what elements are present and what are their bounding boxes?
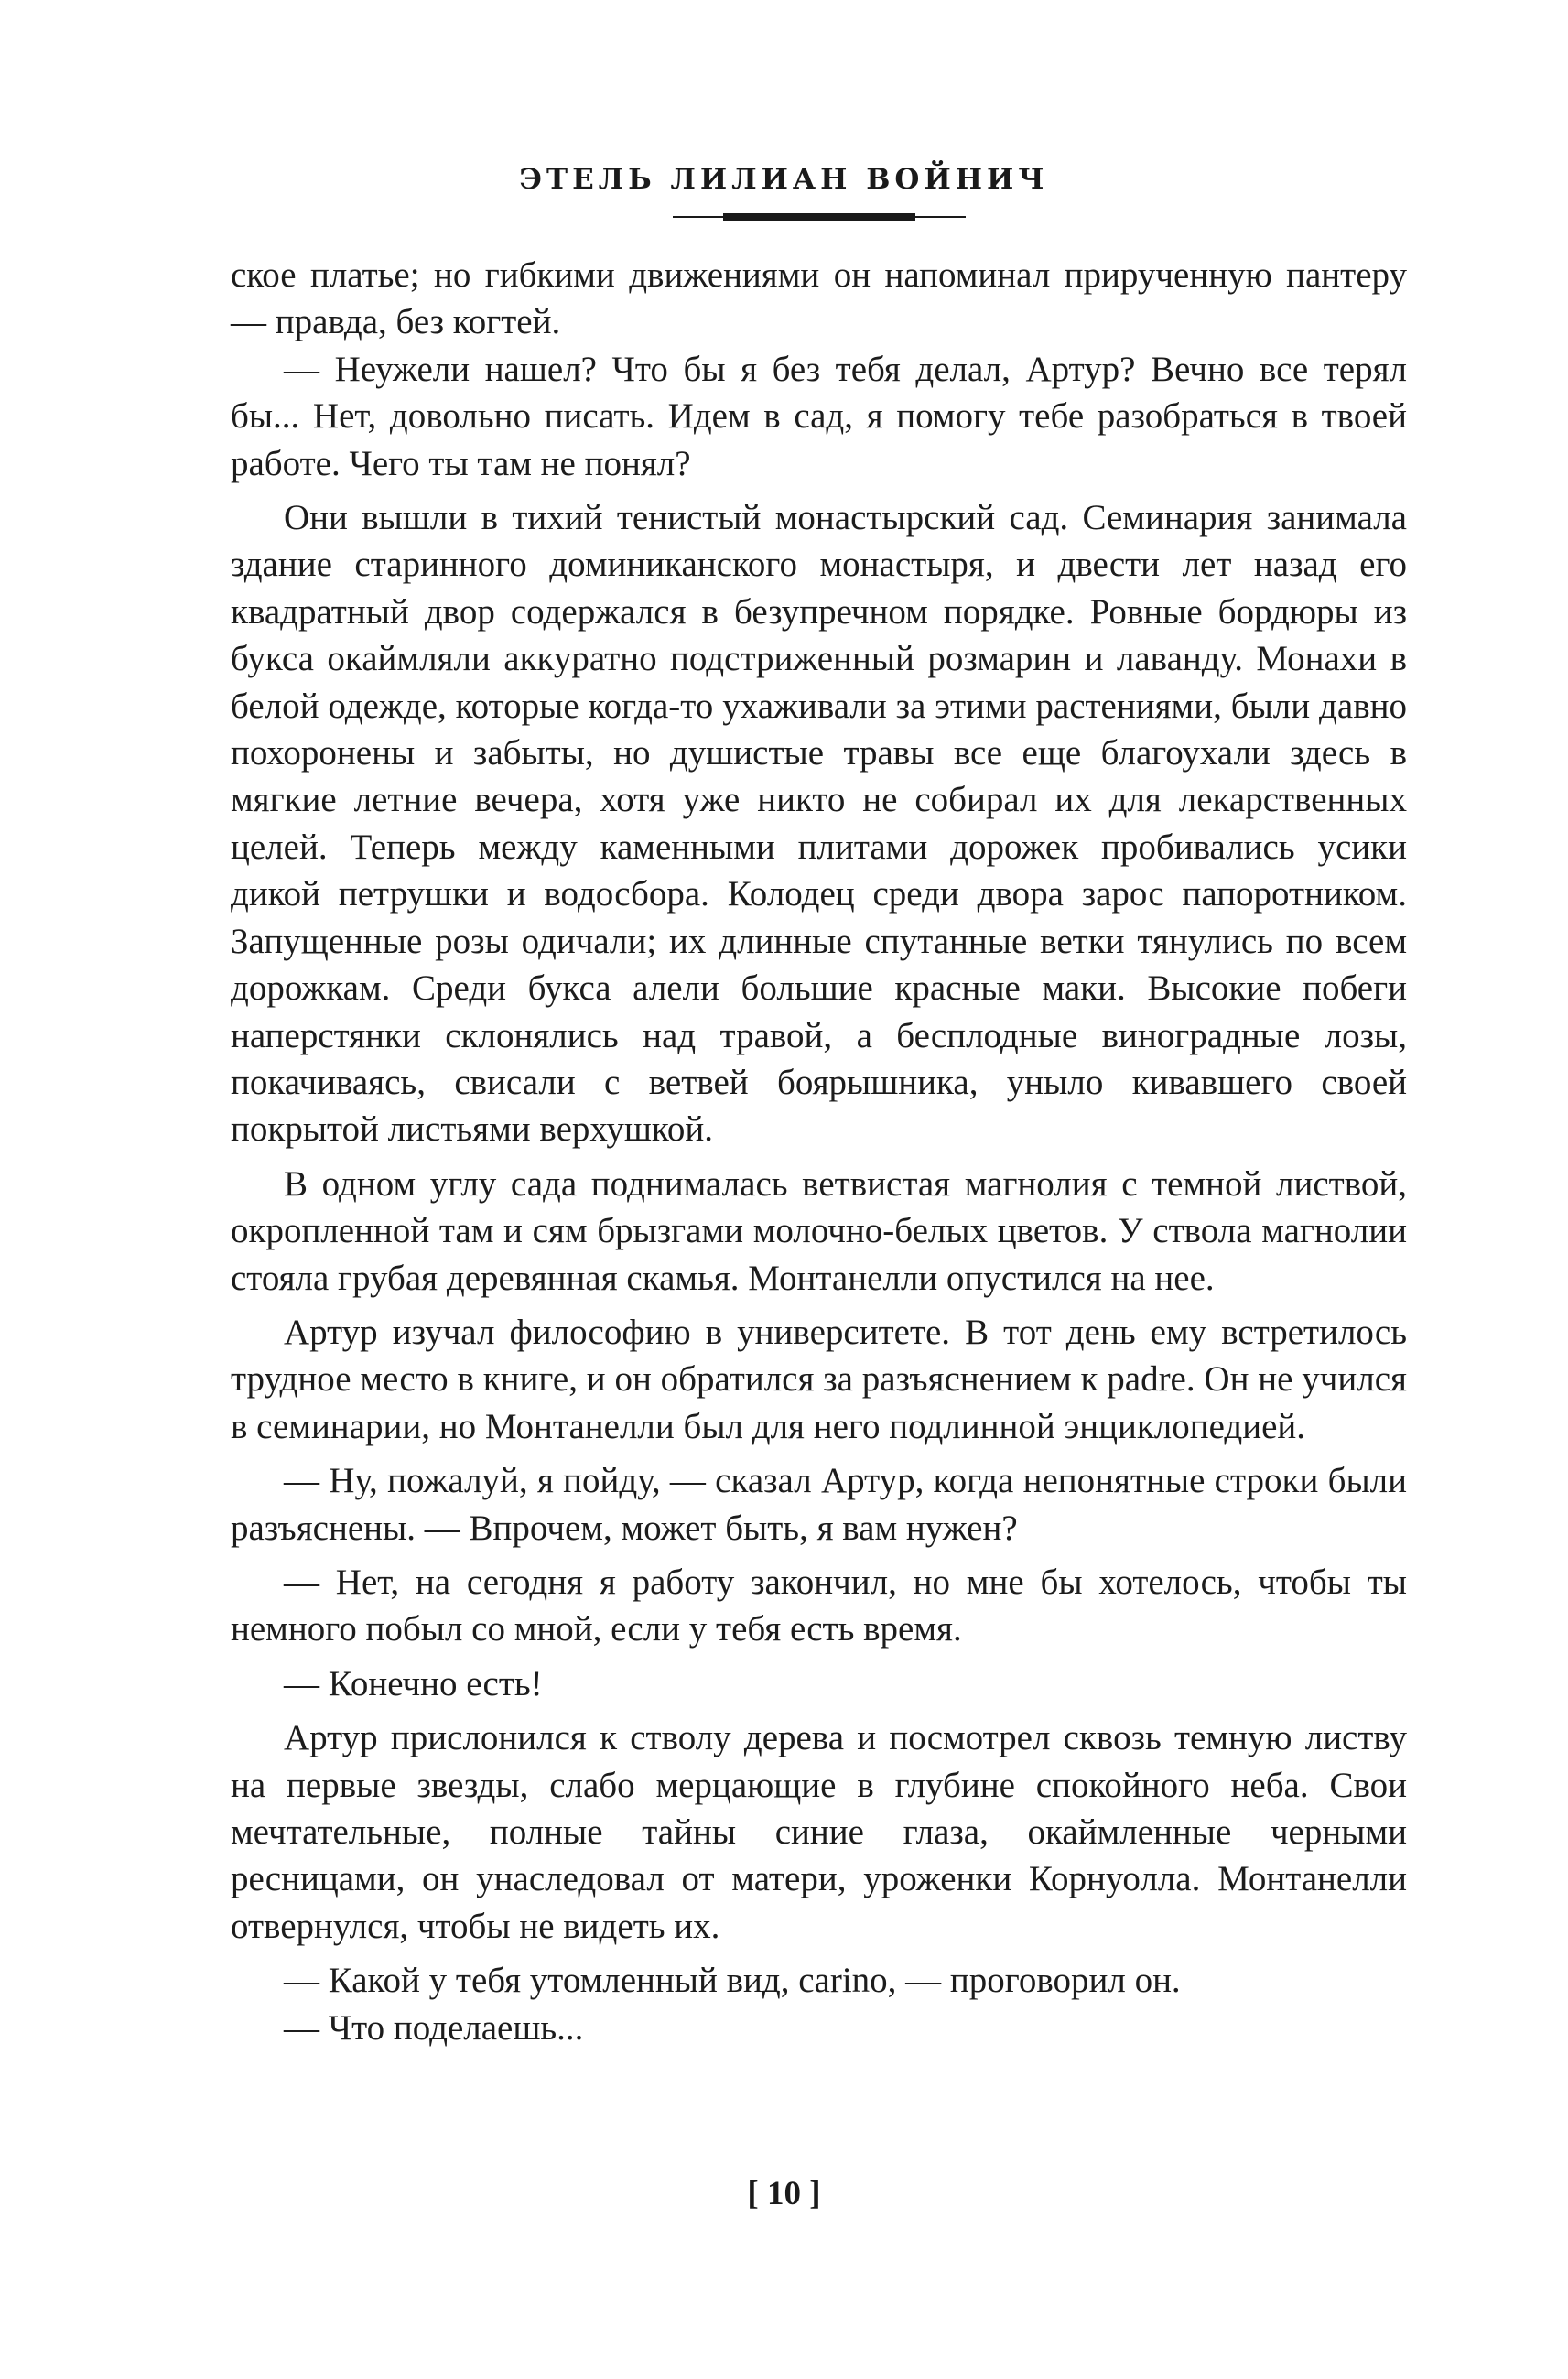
paragraph: — Какой у тебя утомленный вид, carino, — проговорил он. xyxy=(284,1961,1181,2001)
running-head-author: ЭТЕЛЬ ЛИЛИАН ВОЙНИЧ xyxy=(519,163,1049,196)
paragraph: Они вышли в тихий тенистый монастырский сад. Семинария занимала здание старинного доминиканского монастыря, и двести лет назад его квадратный двор содержался в безупречном порядке. Ровные бордюры из букса окаймляли аккуратно подстриженный розмарин и лаванду. Монахи в белой одежде, которые когда-то ухаживали за этими растениями, были давно похоронены и забыты, но душистые травы все еще благоухали здесь в мягкие летние вечера, хотя уже никто не собирал их для лекарственных целей. Теперь между каменными плитами дорожек пробивались усики дикой петрушки и водосбора. Колодец среди двора зарос папоротником. Запущенные розы одичали; их длинные спутанные ветки тянулись по всем дорожкам. Среди букса алели большие красные маки. Высокие побеги наперстянки склонялись над травой, а бесплодные виноградные лозы, покачиваясь, свисали с ветвей боярышника, уныло кивавшего своей покрытой листьями верхушкой. xyxy=(231,498,1407,1150)
paragraph: В одном углу сада поднималась ветвистая магнолия с темной листвой, окропленной там и сям брызгами молочно-белых цветов. У ствола магнолии стояла грубая деревянная скамья. Монтанелли опустился на нее. xyxy=(231,1163,1407,1298)
paragraph: — Конечно есть! xyxy=(284,1663,543,1703)
paragraph: Артур изучал философию в университете. В тот день ему встретилось трудное место в книге, и он обратился за разъяснением к padre. Он не учился в семинарии, но Монтанелли был для него подлинной энциклопедией. xyxy=(231,1312,1407,1446)
header-rule-thick xyxy=(723,213,915,221)
paragraph: ское платье; но гибкими движениями он напоминал прирученную пантеру — правда, без когтей. xyxy=(231,255,1407,342)
paragraph: Артур прислонился к стволу дерева и посмотрел сквозь темную листву на первые звезды, слабо мерцающие в глубине спокойного неба. Свои мечтательные, полные тайны синие глаза, окаймленные черными ресницами, он унаследовал от матери, уроженки Корнуолла. Монтанелли отвернулся, чтобы не видеть их. xyxy=(231,1718,1407,1946)
paragraph: — Что поделаешь... xyxy=(284,2007,584,2048)
paragraph: — Ну, пожалуй, я пойду, — сказал Артур, когда непонятные строки были разъяснены. — Впрочем, может быть, я вам нужен? xyxy=(231,1461,1407,1548)
page-number: [ 10 ] xyxy=(747,2175,821,2212)
body-text xyxy=(231,252,1407,2051)
paragraph: — Неужели нашел? Что бы я без тебя делал, Артур? Вечно все терял бы... Нет, довольно писать. Идем в сад, я помогу тебе разобраться в твоей работе. Чего ты там не понял? xyxy=(231,349,1407,483)
paragraph: — Нет, на сегодня я работу закончил, но мне бы хотелось, чтобы ты немного побыл со мной, если у тебя есть время. xyxy=(231,1562,1407,1649)
